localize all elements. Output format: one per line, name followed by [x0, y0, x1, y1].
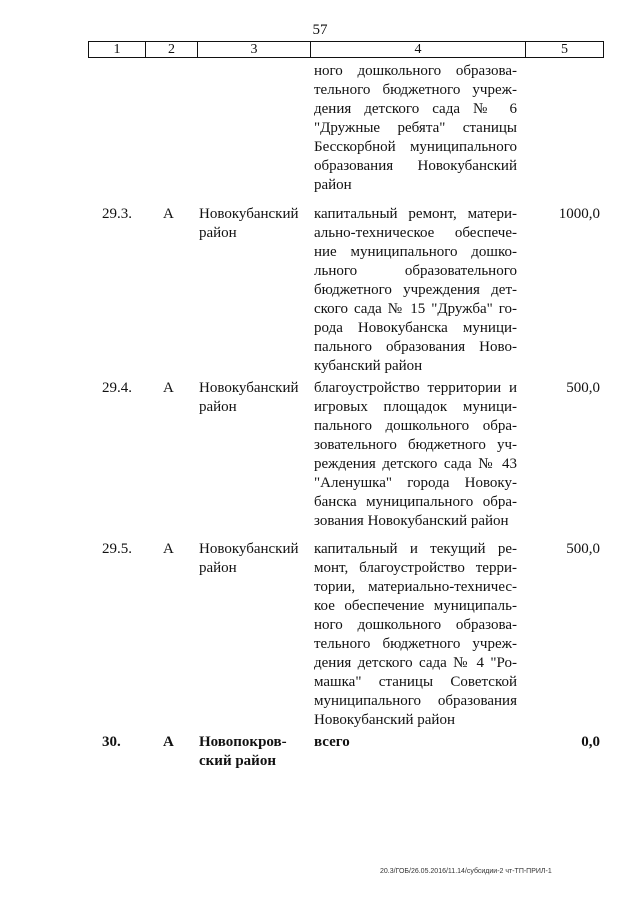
row-category: А — [163, 206, 174, 222]
column-header-row — [88, 41, 604, 58]
row-description: капитальный ремонт, матери- ально-техническое обеспече- ние муниципального дошко- льного образовательного бюджетного учреждения дет- ского сада № 15 "Дружба" го- рода Новокубанска муници- пального образования Ново- кубанский район — [314, 206, 517, 374]
row-amount: 1000,0 — [558, 206, 600, 222]
row-district: Новокубанский район — [199, 380, 299, 415]
row-number: 30. — [102, 734, 121, 750]
row-description: капитальный и текущий ре- монт, благоустройство терри- тории, материально-техничес- кое обеспечение муниципаль- ного дошкольного образова- тельного бюджетного учреж- дения детского сада № 4 "Ро- машка" станицы Советской муниципального образования Новокубанский район — [314, 541, 517, 728]
row-category: А — [163, 380, 174, 396]
continued-description: ного дошкольного образова- тельного бюджетного учреж- дения детского сада № 6 "Дружные ребята" станицы Бесскорбной муниципального образования Новокубанский район — [314, 63, 517, 193]
row-number: 29.5. — [102, 541, 132, 557]
page-number: 57 — [312, 22, 328, 38]
row-district: Новопокров- ский район — [199, 734, 287, 769]
column-header-5: 5 — [561, 42, 568, 57]
column-header-2: 2 — [146, 42, 198, 57]
row-district: Новокубанский район — [199, 206, 299, 241]
row-description: благоустройство территории и игровых площадок муници- пального дошкольного обра- зовательного бюджетного уч- реждения детского сада № 43 "Аленушка" города Новоку- банска муниципального обра- зования Новокубанский район — [314, 380, 517, 529]
row-amount: 500,0 — [566, 541, 600, 557]
row-number: 29.4. — [102, 380, 132, 396]
row-category: А — [163, 541, 174, 557]
column-header-4: 4 — [311, 42, 526, 57]
row-amount: 500,0 — [566, 380, 600, 396]
column-header-1: 1 — [89, 42, 146, 57]
row-description: всего — [314, 734, 350, 750]
row-category: А — [163, 734, 174, 750]
row-district: Новокубанский район — [199, 541, 299, 576]
row-number: 29.3. — [102, 206, 132, 222]
document-footer-code: 20.3/ГОБ/26.05.2016/11.14/субсидии-2 чт-ТП-ПРИЛ-1 — [380, 868, 552, 875]
row-amount: 0,0 — [581, 734, 600, 750]
column-header-3: 3 — [198, 42, 311, 57]
